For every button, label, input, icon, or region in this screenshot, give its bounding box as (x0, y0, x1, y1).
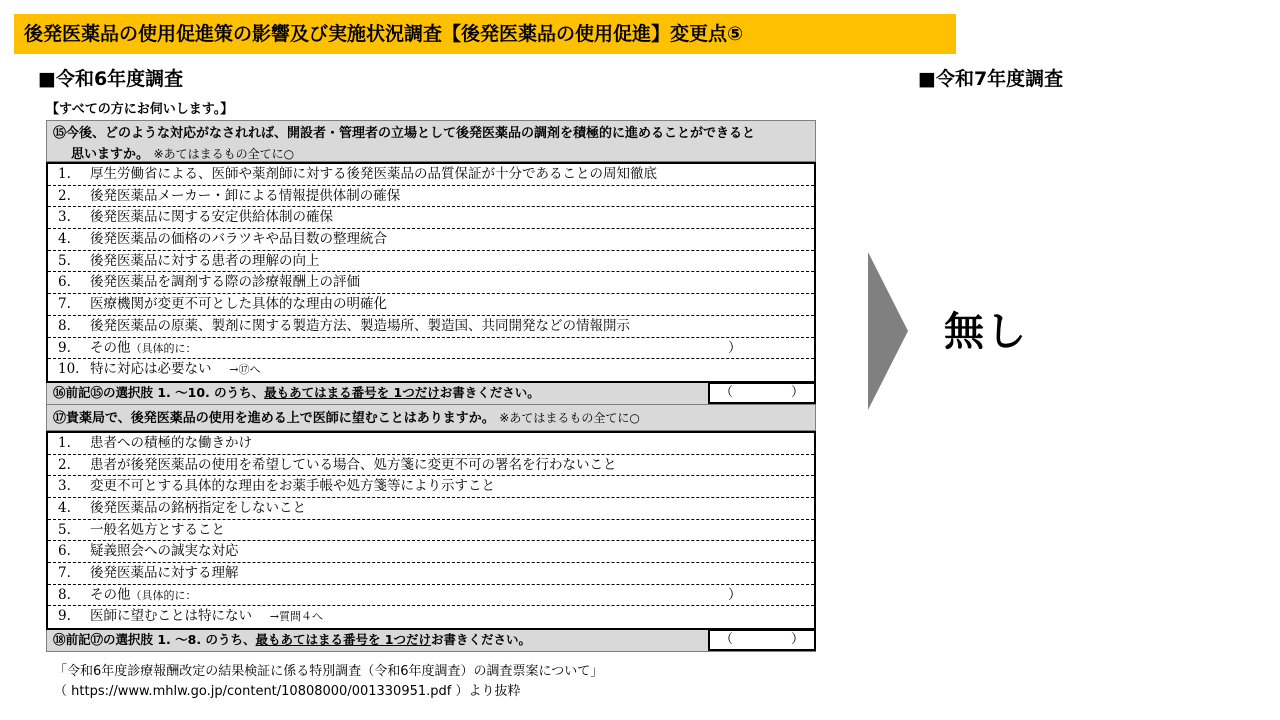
list-item (48, 207, 814, 229)
option-number: 7. (58, 296, 71, 313)
option-number: 6. (58, 274, 71, 291)
question-18-suffix: お書きください。 (431, 632, 532, 648)
option-number: 1. (58, 166, 71, 182)
option-text: 後発医薬品に対する理解 (90, 565, 239, 581)
list-item (48, 433, 814, 455)
option-other-note: （具体的に： (130, 341, 197, 355)
option-number: 5. (58, 252, 71, 269)
question-15-text-cont: 思いますか。 (71, 147, 150, 162)
option-number: 1. (58, 434, 71, 451)
heading-r7-survey: ■令和7年度調査 (918, 68, 1064, 90)
option-number: 3. (58, 478, 71, 495)
question-16-row (46, 383, 816, 405)
source-citation-url: （ https://www.mhlw.go.jp/content/10808000/001330951.pdf ）より抜粋 (54, 684, 521, 699)
option-text: 後発医薬品に対する患者の理解の向上 (90, 252, 320, 269)
option-number: 9. (58, 339, 71, 356)
list-item (48, 229, 814, 251)
option-number: 3. (58, 209, 71, 226)
question-17-text: ⑰貴薬局で、後発医薬品の使用を進める上で医師に望むことはありますか。 (53, 410, 495, 426)
option-text: 後発医薬品の銘柄指定をしないこと (90, 499, 306, 516)
survey-form-excerpt (46, 100, 816, 652)
option-text: 後発医薬品を調剤する際の診療報酬上の評価 (90, 274, 360, 291)
list-item (48, 164, 814, 186)
list-item (48, 186, 814, 208)
option-text: その他 (90, 339, 131, 356)
list-item (48, 520, 814, 542)
question-18-emphasis: 最もあてはまる番号を 1つだけ (255, 632, 432, 648)
option-text: その他 (90, 586, 131, 603)
option-text: 一般名処方とすること (90, 521, 225, 538)
list-item-other (48, 338, 814, 360)
question-17-header (46, 405, 816, 431)
option-text: 患者への積極的な働きかけ (90, 434, 252, 451)
option-text: 変更不可とする具体的な理由をお薬手帳や処方箋等により示すこと (90, 478, 495, 495)
option-text: 特に対応は必要ない (90, 361, 212, 378)
question-15-note: ※あてはまるもの全てに○ (153, 147, 295, 161)
question-16-answer-box[interactable] (708, 382, 816, 404)
option-other-close: ） (728, 339, 742, 356)
answer-box-open: （ (720, 632, 734, 648)
option-text: 後発医薬品の価格のバラツキや品目数の整理統合 (90, 231, 387, 248)
option-text: 厚生労働省による、医師や薬剤師に対する後発医薬品の品質保証が十分であることの周知徹底 (90, 166, 657, 182)
question-16-prefix: ⑯前記⑮の選択肢 1. ～10. のうち、 (53, 384, 265, 400)
list-item (48, 316, 814, 338)
option-text: 医療機関が変更不可とした具体的な理由の明確化 (90, 296, 387, 313)
answer-box-close: ） (790, 632, 804, 648)
option-text: 患者が後発医薬品の使用を希望している場合、処方箋に変更不可の署名を行わないこと (90, 456, 617, 473)
option-number: 5. (58, 521, 71, 538)
list-item (48, 498, 814, 520)
question-15-header (46, 120, 816, 162)
option-number: 8. (58, 586, 71, 603)
option-text: 疑義照会への誠実な対応 (90, 543, 239, 560)
option-number: 2. (58, 456, 71, 473)
list-item (48, 541, 814, 563)
option-skip-note: →質問４へ (269, 610, 324, 624)
chevron-right-icon (868, 252, 908, 410)
question-15-text: ⑮今後、どのような対応がなされれば、開設者・管理者の立場として後発医薬品の調剤を積極的に進めることができると (53, 126, 756, 141)
option-text: 後発医薬品メーカー・卸による情報提供体制の確保 (90, 187, 401, 204)
no-changes-label: 無し (944, 309, 1028, 355)
option-other-close: ） (728, 586, 742, 603)
list-item-none (48, 359, 814, 381)
list-item-none (48, 606, 814, 628)
option-text: 医師に望むことは特にない (90, 608, 252, 625)
question-18-prefix: ⑱前記⑰の選択肢 1. ～8. のうち、 (53, 632, 256, 648)
slide-title: 後発医薬品の使用促進策の影響及び実施状況調査【後発医薬品の使用促進】変更点⑤ (14, 14, 956, 54)
question-18-answer-box[interactable] (708, 629, 816, 651)
option-number: 4. (58, 499, 71, 516)
option-number: 2. (58, 187, 71, 204)
option-number: 9. (58, 608, 71, 625)
list-item (48, 455, 814, 477)
list-item (48, 251, 814, 273)
option-number: 4. (58, 231, 71, 248)
question-17-options (46, 431, 816, 630)
question-16-emphasis: 最もあてはまる番号を 1つだけ (264, 384, 440, 400)
question-18-row (46, 630, 816, 652)
audience-note: 【すべての方にお伺いします。】 (46, 102, 234, 117)
answer-box-close: ） (790, 384, 804, 400)
source-citation-title: 「令和6年度診療報酬改定の結果検証に係る特別調査（令和6年度調査）の調査票案について」 (54, 664, 604, 679)
option-text: 後発医薬品の原薬、製剤に関する製造方法、製造場所、製造国、共同開発などの情報開示 (90, 317, 630, 334)
option-skip-note: →⑰へ (229, 363, 261, 377)
list-item (48, 294, 814, 316)
option-number: 8. (58, 317, 71, 334)
source-citation (54, 662, 603, 702)
question-17-note: ※あてはまるもの全てに○ (499, 410, 640, 425)
option-number: 6. (58, 543, 71, 560)
list-item (48, 563, 814, 585)
option-text: 後発医薬品に関する安定供給体制の確保 (90, 209, 333, 226)
heading-r6-survey: ■令和6年度調査 (38, 68, 184, 90)
question-16-suffix: お書きください。 (439, 384, 540, 400)
answer-box-open: （ (720, 384, 734, 400)
option-number: 10. (58, 361, 80, 378)
list-item-other (48, 585, 814, 607)
option-other-note: （具体的に： (130, 588, 197, 602)
list-item (48, 476, 814, 498)
option-number: 7. (58, 565, 71, 581)
question-15-options (46, 162, 816, 383)
list-item (48, 272, 814, 294)
